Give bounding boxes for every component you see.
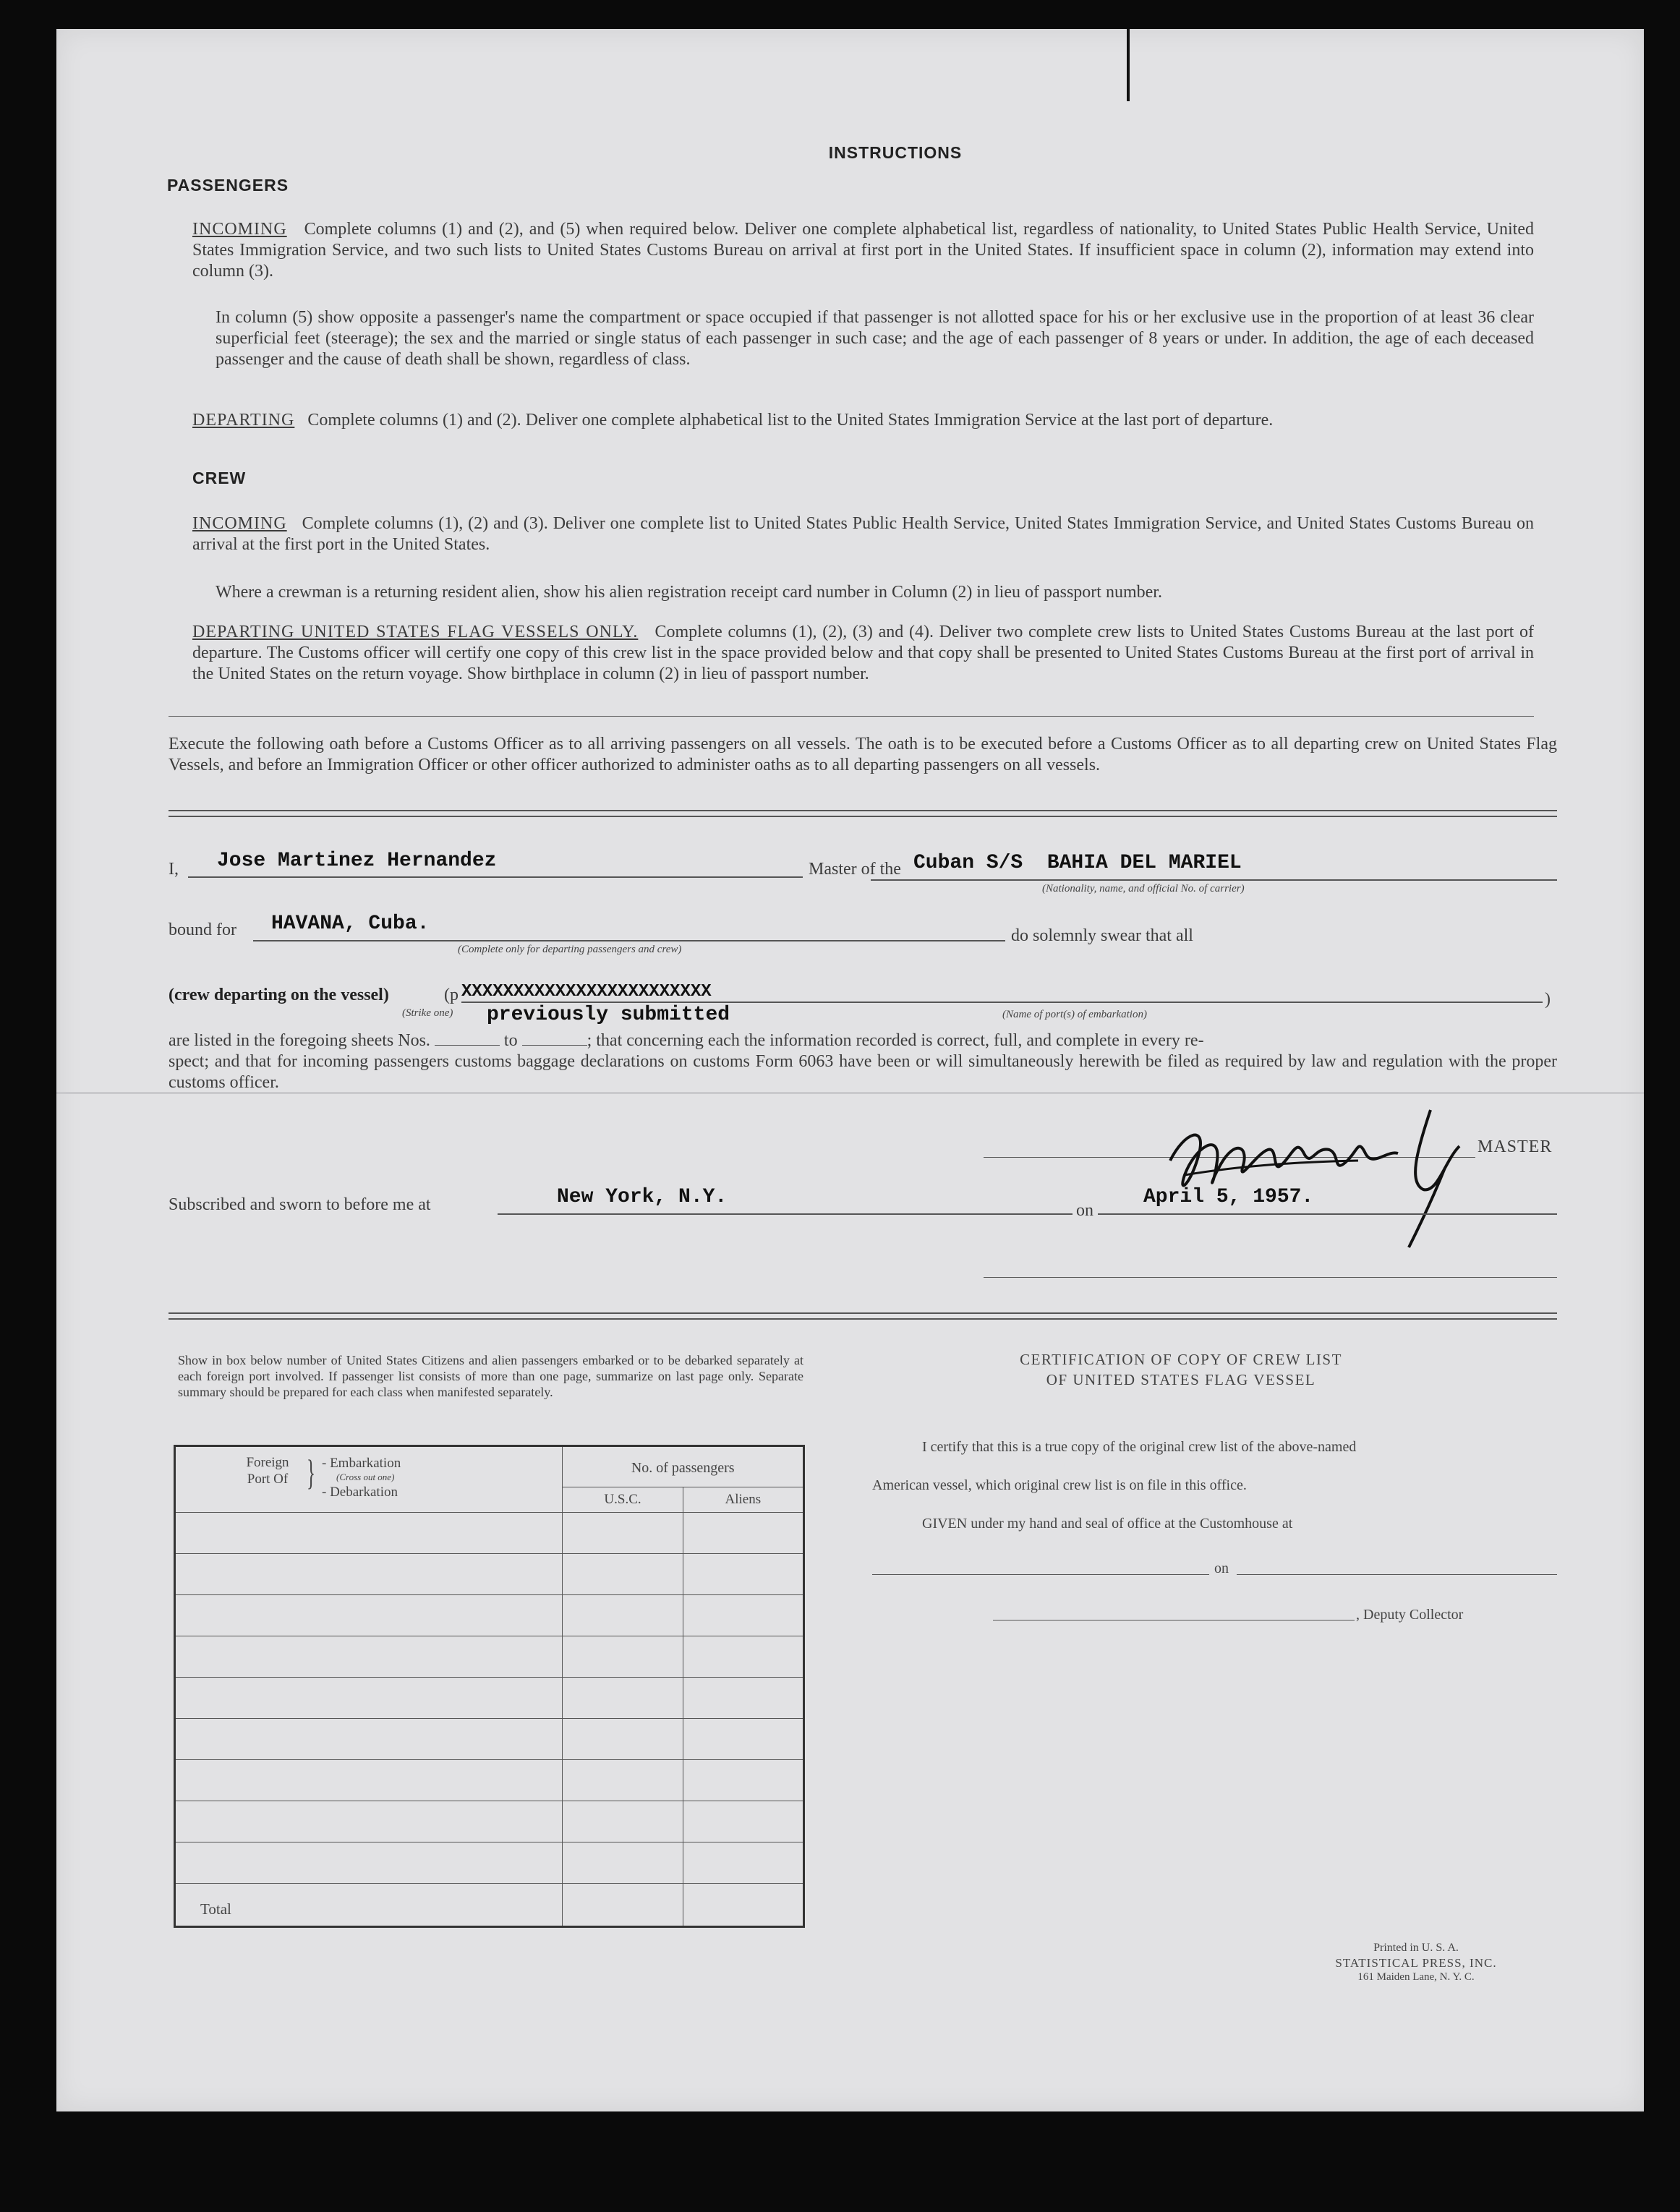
officer-signature-line xyxy=(984,1277,1557,1278)
total-label: Total xyxy=(200,1900,231,1918)
listed-a: are listed in the foregoing sheets Nos. xyxy=(169,1031,430,1050)
strike-text: XXXXXXXXXXXXXXXXXXXXXXXX xyxy=(461,982,712,1002)
passenger-summary-table xyxy=(174,1445,805,1928)
cross-out-label: (Cross out one) xyxy=(336,1472,395,1482)
certification-date-line xyxy=(1237,1574,1557,1575)
oath-instruction: Execute the following oath before a Customs Officer as to all arriving passengers on all vessels. The oath is to be executed before a Customs Officer as to all departing crew on United States Flag Vessels, and before an Immigration Officer or other officer authorized to administer oaths as to all departing passengers on all vessels. xyxy=(169,735,1557,774)
bound-for: HAVANA, Cuba. xyxy=(271,913,430,935)
divider xyxy=(169,810,1557,811)
crewman-paragraph: Where a crewman is a returning resident alien, show his alien registration receipt card number in Column (2) in lieu of passport number. xyxy=(216,583,1162,602)
printer-line-2: STATISTICAL PRESS, INC. xyxy=(1335,1956,1497,1970)
divider xyxy=(169,1318,1557,1320)
bound-for-line xyxy=(253,940,1005,941)
master-name-line xyxy=(188,876,803,878)
printer-line-3: 161 Maiden Lane, N. Y. C. xyxy=(1357,1971,1475,1983)
table-row xyxy=(175,1513,804,1554)
i-label: I, xyxy=(169,860,179,879)
table-row xyxy=(175,1595,804,1636)
total-row xyxy=(175,1884,804,1927)
strike-caption: (Strike one) xyxy=(402,1007,453,1019)
vessel-caption: (Nationality, name, and official No. of carrier) xyxy=(1042,883,1245,894)
listed-text2: spect; and that for incoming passengers customs baggage declarations on customs Form 6063 have been or will simultaneously herewith be filed as required by law and regulation with the proper customs officer. xyxy=(169,1052,1557,1092)
certification-on-label: on xyxy=(1214,1560,1229,1576)
passengers-departing-paragraph xyxy=(192,410,1534,431)
sworn-place-line xyxy=(498,1213,1073,1215)
sworn-date-line xyxy=(1098,1213,1557,1215)
incoming-label: INCOMING xyxy=(192,220,287,239)
certification-text-2: American vessel, which original crew list is on file in this office. xyxy=(872,1477,1247,1493)
foreign-port-of-label: Foreign Port Of xyxy=(246,1455,289,1487)
sworn-date: April 5, 1957. xyxy=(1143,1186,1314,1208)
on-label: on xyxy=(1076,1201,1093,1220)
table-row xyxy=(175,1636,804,1678)
listed-to: to xyxy=(503,1031,518,1050)
divider xyxy=(169,1312,1557,1314)
vessel-name: Cuban S/S BAHIA DEL MARIEL xyxy=(913,852,1242,874)
divider xyxy=(169,716,1534,717)
table-row xyxy=(175,1801,804,1842)
summary-instructions: Show in box below number of United States Citizens and alien passengers embarked or to be debarked separately at each foreign port involved. If passenger list consists of more than one page, summarize on last page only. Separate summary should be prepared for each class when manifested separately. xyxy=(178,1353,803,1399)
certification-title-2: OF UNITED STATES FLAG VESSEL xyxy=(1046,1371,1316,1388)
sheet-to-blank xyxy=(522,1045,587,1046)
previously-submitted: previously submitted xyxy=(487,1004,730,1026)
crew-departing-label: (crew departing on the vessel) xyxy=(169,986,389,1004)
column5-paragraph: In column (5) show opposite a passenger's name the compartment or space occupied if that passenger is not allotted space for his or her exclusive use in the proportion of at least 36 clear superficial feet (steerage); the sex and the married or single status of each passenger in such case; and the age of each passenger of 8 years or under. In addition, the age of each deceased passenger and the cause of death shall be shown, regardless of class. xyxy=(216,308,1534,369)
certification-title-1: CERTIFICATION OF COPY OF CREW LIST xyxy=(1020,1351,1342,1368)
departing-flag-paragraph xyxy=(192,622,1534,685)
swear-text: do solemnly swear that all xyxy=(1011,926,1193,945)
master-name: Jose Martinez Hernandez xyxy=(217,850,497,872)
departing-text: Complete columns (1) and (2). Deliver one complete alphabetical list to the United States Immigration Service at the last port of departure. xyxy=(307,411,1274,430)
port-caption: (Name of port(s) of embarkation) xyxy=(1002,1009,1147,1020)
departing-flag-label: DEPARTING UNITED STATES FLAG VESSELS ONLY. xyxy=(192,623,639,641)
certification-text-1: I certify that this is a true copy of the original crew list of the above-named xyxy=(922,1439,1357,1455)
table-row xyxy=(175,1719,804,1760)
port-line xyxy=(461,1002,1543,1003)
customhouse-line xyxy=(872,1574,1209,1575)
usc-header: U.S.C. xyxy=(563,1487,683,1512)
crew-heading: CREW xyxy=(192,469,247,487)
table-row xyxy=(175,1842,804,1884)
bound-caption: (Complete only for departing passengers and crew) xyxy=(458,944,682,955)
table-row xyxy=(175,1760,804,1801)
crew-incoming-paragraph xyxy=(192,513,1534,555)
listed-b: ; that concerning each the information recorded is correct, full, and complete in every re- xyxy=(587,1031,1204,1050)
crew-incoming-label: INCOMING xyxy=(192,514,287,533)
debarkation-label: - Debarkation xyxy=(322,1485,398,1500)
divider xyxy=(169,816,1557,817)
subscribed-label: Subscribed and sworn to before me at xyxy=(169,1195,431,1214)
listed-line xyxy=(169,1030,1557,1051)
instructions-title: INSTRUCTIONS xyxy=(828,143,963,162)
aliens-header: Aliens xyxy=(725,1492,762,1507)
embarkation-label: - Embarkation xyxy=(322,1456,401,1471)
top-mark xyxy=(1127,29,1130,101)
departing-flag-text: Complete columns (1), (2), (3) and (4). Deliver two complete crew lists to United States Customs Bureau at the last port of departure. The Customs officer will certify one copy of this crew list in the space provided below and that copy shall be presented to United States Customs Bureau at the first port of arrival in the United States on the return voyage. Show birthplace in column (2) in lieu of passport number. xyxy=(192,623,1534,683)
bound-for-label: bound for xyxy=(169,921,236,939)
passengers-incoming-paragraph xyxy=(192,219,1534,282)
table-row xyxy=(175,1554,804,1595)
master-label: MASTER xyxy=(1478,1137,1553,1156)
deputy-collector-label: , Deputy Collector xyxy=(1356,1607,1464,1623)
master-signature xyxy=(1141,1081,1488,1255)
paren-open: (p xyxy=(444,986,459,1004)
sworn-place: New York, N.Y. xyxy=(557,1186,728,1208)
vessel-line xyxy=(871,879,1557,881)
certification-text-3: GIVEN under my hand and seal of office at the Customhouse at xyxy=(922,1516,1293,1532)
brace: } xyxy=(307,1452,315,1493)
crew-incoming-text: Complete columns (1), (2) and (3). Deliver one complete list to United States Public Health Service, United States Immigration Service, and United States Customs Bureau on arrival at the first port in the United States. xyxy=(192,514,1535,554)
master-of-label: Master of the xyxy=(809,860,901,879)
document-page xyxy=(56,29,1644,2111)
incoming-text: Complete columns (1) and (2), and (5) when required below. Deliver one complete alphabetical list, regardless of nationality, to United States Public Health Service, United States Immigration Service, and two such lists to United States Customs Bureau on arrival at first port in the United States. If insufficient space in column (2), information may extend into column (3). xyxy=(192,220,1534,281)
departing-label: DEPARTING xyxy=(192,411,295,430)
printer-line-1: Printed in U. S. A. xyxy=(1373,1942,1459,1954)
sheet-from-blank xyxy=(435,1045,500,1046)
paren-close: ) xyxy=(1545,990,1551,1009)
passengers-heading: PASSENGERS xyxy=(167,176,289,195)
no-of-passengers-label: No. of passengers xyxy=(631,1460,735,1476)
table-row xyxy=(175,1678,804,1719)
